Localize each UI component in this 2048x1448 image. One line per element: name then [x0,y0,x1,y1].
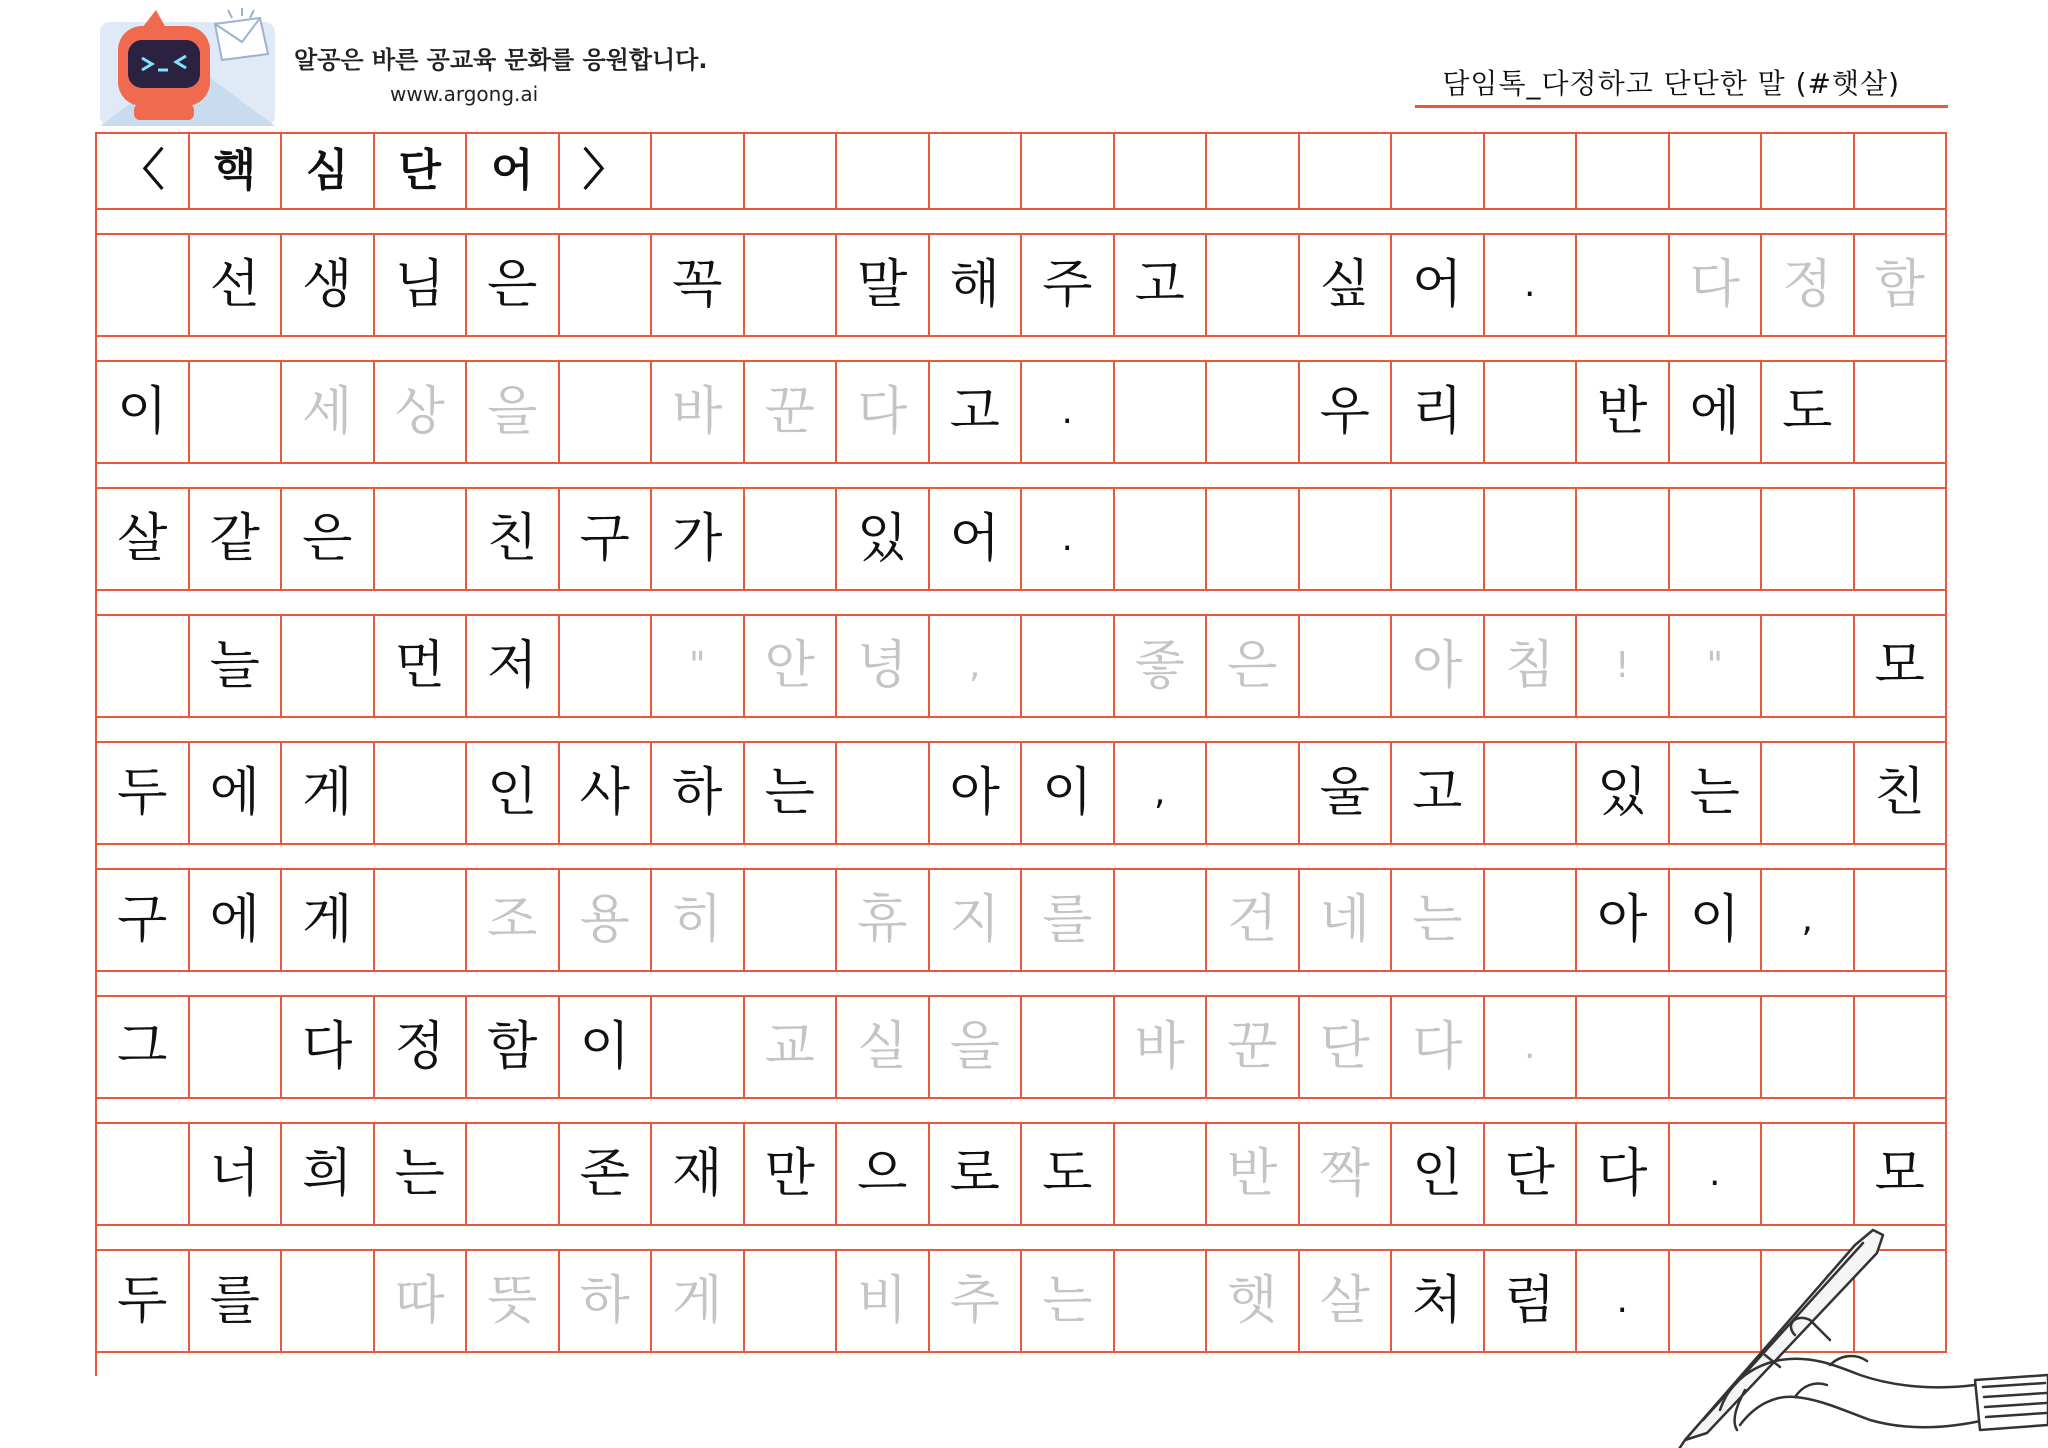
writing-grid [95,132,1947,1376]
grid-cell [1115,1124,1208,1226]
grid-cell: 안 [745,616,838,718]
grid-cell: 상 [375,362,468,464]
grid-cell: 정 [1762,235,1855,337]
grid-cell [375,489,468,591]
grid-cell: 님 [375,235,468,337]
grid-cell [652,997,745,1099]
grid-cell: 고 [1115,235,1208,337]
grid-cell: 만 [745,1124,838,1226]
grid-cell: , [930,616,1023,718]
grid-cell: 늘 [190,616,283,718]
grid-cell: , [1762,870,1855,972]
grid-cell [190,997,283,1099]
grid-cell [1577,235,1670,337]
grid-cell [97,1124,190,1226]
grid-cell: 는 [1670,743,1763,845]
grid-cell [1762,134,1855,210]
grid-cell: 아 [1392,616,1485,718]
grid-cell: 아 [1577,870,1670,972]
grid-cell: 은 [467,235,560,337]
grid-cell: 살 [97,489,190,591]
grid-cell [930,134,1023,210]
grid-cell [1300,134,1393,210]
grid-cell: 꼭 [652,235,745,337]
grid-cell: 가 [652,489,745,591]
grid-cell: 다 [1392,997,1485,1099]
grid-cell [1855,134,1948,210]
grid-cell: 꾼 [1207,997,1300,1099]
grid-cell: 짝 [1300,1124,1393,1226]
grid-cell: 뜻 [467,1251,560,1353]
grid-cell: 정 [375,997,468,1099]
row-spacer [97,845,1947,870]
grid-cell: 모 [1855,616,1948,718]
grid-cell: 단 [1485,1124,1578,1226]
row-spacer [97,591,1947,616]
grid-cell: 이 [560,997,653,1099]
grid-cell [1855,362,1948,464]
grid-cell: 다 [1577,1124,1670,1226]
grid-cell [282,616,375,718]
grid-cell: , [1115,743,1208,845]
grid-cell [1670,489,1763,591]
grid-cell: 그 [97,997,190,1099]
grid-cell [560,616,653,718]
grid-cell [190,362,283,464]
grid-cell: 어 [1392,235,1485,337]
grid-cell: 말 [837,235,930,337]
grid-cell [375,743,468,845]
grid-cell: 고 [930,362,1023,464]
grid-cell: 싶 [1300,235,1393,337]
grid-cell: 고 [1392,743,1485,845]
grid-cell [1022,134,1115,210]
grid-cell [1577,997,1670,1099]
grid-cell [1485,134,1578,210]
grid-cell [1855,997,1948,1099]
grid-cell: 〉 [560,134,653,210]
grid-cell [1115,362,1208,464]
grid-cell: . [1485,235,1578,337]
grid-cell: 먼 [375,616,468,718]
grid-cell: 는 [375,1124,468,1226]
grid-cell: 녕 [837,616,930,718]
row-spacer [97,972,1947,997]
grid-cell [1485,489,1578,591]
grid-cell: 를 [1022,870,1115,972]
grid-cell [1300,489,1393,591]
document-title: 담임톡_다정하고 단단한 말 (#햇살) [1442,67,1900,100]
grid-cell: 추 [930,1251,1023,1353]
grid-cell: 휴 [837,870,930,972]
grid-cell [1300,616,1393,718]
grid-cell: 어 [467,134,560,210]
grid-cell [375,870,468,972]
grid-cell: 바 [652,362,745,464]
grid-cell: 있 [837,489,930,591]
grid-cell: 살 [1300,1251,1393,1353]
grid-cell [1115,489,1208,591]
grid-cell: . [1485,997,1578,1099]
grid-cell [745,870,838,972]
grid-cell: 이 [1670,870,1763,972]
grid-cell [560,235,653,337]
grid-cell [745,134,838,210]
grid-cell: 은 [282,489,375,591]
grid-cell: . [1577,1251,1670,1353]
grid-cell: 생 [282,235,375,337]
grid-cell [1577,489,1670,591]
grid-cell [1762,743,1855,845]
grid-cell: 두 [97,1251,190,1353]
grid-cell: 울 [1300,743,1393,845]
grid-cell [745,489,838,591]
grid-cell: 은 [1207,616,1300,718]
grid-cell: 는 [745,743,838,845]
grid-cell: 재 [652,1124,745,1226]
grid-cell: 다 [837,362,930,464]
grid-cell: 를 [190,1251,283,1353]
grid-cell: 을 [930,997,1023,1099]
grid-cell: 도 [1022,1124,1115,1226]
grid-cell: 해 [930,235,1023,337]
grid-cell [745,1251,838,1353]
row-spacer [97,464,1947,489]
grid-cell: 두 [97,743,190,845]
grid-cell: 인 [1392,1124,1485,1226]
grid-cell: 단 [1300,997,1393,1099]
grid-cell: 너 [190,1124,283,1226]
grid-cell: . [1022,362,1115,464]
grid-cell: 침 [1485,616,1578,718]
grid-cell [1207,362,1300,464]
grid-cell [1670,134,1763,210]
grid-cell [1670,997,1763,1099]
grid-cell: 실 [837,997,930,1099]
grid-cell: 이 [1022,743,1115,845]
grid-cell: 친 [1855,743,1948,845]
hand-writing-pen-icon [1645,1215,2048,1448]
grid-cell: 인 [467,743,560,845]
grid-cell [1392,134,1485,210]
grid-cell: " [652,616,745,718]
grid-cell [1022,997,1115,1099]
grid-cell [1115,1251,1208,1353]
grid-cell: 게 [282,743,375,845]
grid-cell: 햇 [1207,1251,1300,1353]
grid-cell: 좋 [1115,616,1208,718]
grid-cell: 으 [837,1124,930,1226]
grid-cell: 아 [930,743,1023,845]
grid-cell: 에 [190,743,283,845]
grid-cell: 교 [745,997,838,1099]
grid-cell [1762,1124,1855,1226]
grid-cell: 구 [97,870,190,972]
grid-cell: 〈 [97,134,190,210]
grid-cell [1855,489,1948,591]
row-spacer [97,718,1947,743]
grid-cell: . [1022,489,1115,591]
grid-cell: 있 [1577,743,1670,845]
grid-cell: 에 [1670,362,1763,464]
grid-cell [1485,743,1578,845]
slogan: 알공은 바른 공교육 문화를 응원합니다. [294,46,708,74]
grid-cell: 이 [97,362,190,464]
row-spacer [97,1099,1947,1124]
row-spacer [97,337,1947,362]
grid-cell: 함 [467,997,560,1099]
grid-cell: 함 [1855,235,1948,337]
site-url[interactable]: www.argong.ai [390,82,539,106]
grid-cell: 주 [1022,235,1115,337]
grid-cell: 게 [652,1251,745,1353]
grid-cell [1485,870,1578,972]
grid-cell: 로 [930,1124,1023,1226]
grid-cell: 모 [1855,1124,1948,1226]
grid-cell: 는 [1022,1251,1115,1353]
grid-cell: 희 [282,1124,375,1226]
grid-cell [1392,489,1485,591]
grid-cell: ! [1577,616,1670,718]
grid-cell [745,235,838,337]
grid-cell: 꾼 [745,362,838,464]
grid-cell: 도 [1762,362,1855,464]
grid-cell: 바 [1115,997,1208,1099]
grid-cell: 네 [1300,870,1393,972]
grid-cell: 비 [837,1251,930,1353]
grid-cell [837,743,930,845]
grid-cell: 같 [190,489,283,591]
grid-cell [97,616,190,718]
grid-cell: 다 [282,997,375,1099]
grid-cell: 우 [1300,362,1393,464]
grid-cell: 단 [375,134,468,210]
grid-cell [1022,616,1115,718]
grid-cell: 히 [652,870,745,972]
grid-cell: 친 [467,489,560,591]
grid-cell [97,235,190,337]
grid-cell [1207,489,1300,591]
grid-cell: 핵 [190,134,283,210]
robot-mascot-icon [100,4,275,126]
grid-cell [1207,743,1300,845]
grid-cell: . [1670,1124,1763,1226]
grid-cell [1762,997,1855,1099]
grid-cell: 는 [1392,870,1485,972]
grid-cell: 어 [930,489,1023,591]
grid-cell [1115,870,1208,972]
grid-cell [1115,134,1208,210]
grid-cell: 따 [375,1251,468,1353]
grid-cell: 을 [467,362,560,464]
grid-cell: 심 [282,134,375,210]
grid-cell [1207,134,1300,210]
grid-cell: 럼 [1485,1251,1578,1353]
grid-cell [467,1124,560,1226]
grid-cell: 지 [930,870,1023,972]
row-spacer [97,210,1947,235]
grid-cell: 존 [560,1124,653,1226]
grid-cell: 용 [560,870,653,972]
grid-cell: 게 [282,870,375,972]
grid-cell [1762,489,1855,591]
grid-cell [1207,235,1300,337]
grid-cell [652,134,745,210]
grid-cell: 에 [190,870,283,972]
grid-cell: 사 [560,743,653,845]
grid-cell [560,362,653,464]
grid-cell: 리 [1392,362,1485,464]
grid-cell: 처 [1392,1251,1485,1353]
grid-cell: 선 [190,235,283,337]
grid-cell: " [1670,616,1763,718]
grid-cell: 저 [467,616,560,718]
grid-cell [837,134,930,210]
grid-cell [1855,870,1948,972]
grid-cell: 반 [1577,362,1670,464]
grid-cell: 하 [652,743,745,845]
grid-cell: 조 [467,870,560,972]
grid-cell: 구 [560,489,653,591]
grid-cell [1485,362,1578,464]
grid-cell [282,1251,375,1353]
grid-cell [1762,616,1855,718]
grid-cell: 건 [1207,870,1300,972]
grid-cell: 세 [282,362,375,464]
grid-cell: 반 [1207,1124,1300,1226]
title-underline [1415,105,1948,108]
grid-cell: 다 [1670,235,1763,337]
grid-cell: 하 [560,1251,653,1353]
grid-cell [1577,134,1670,210]
